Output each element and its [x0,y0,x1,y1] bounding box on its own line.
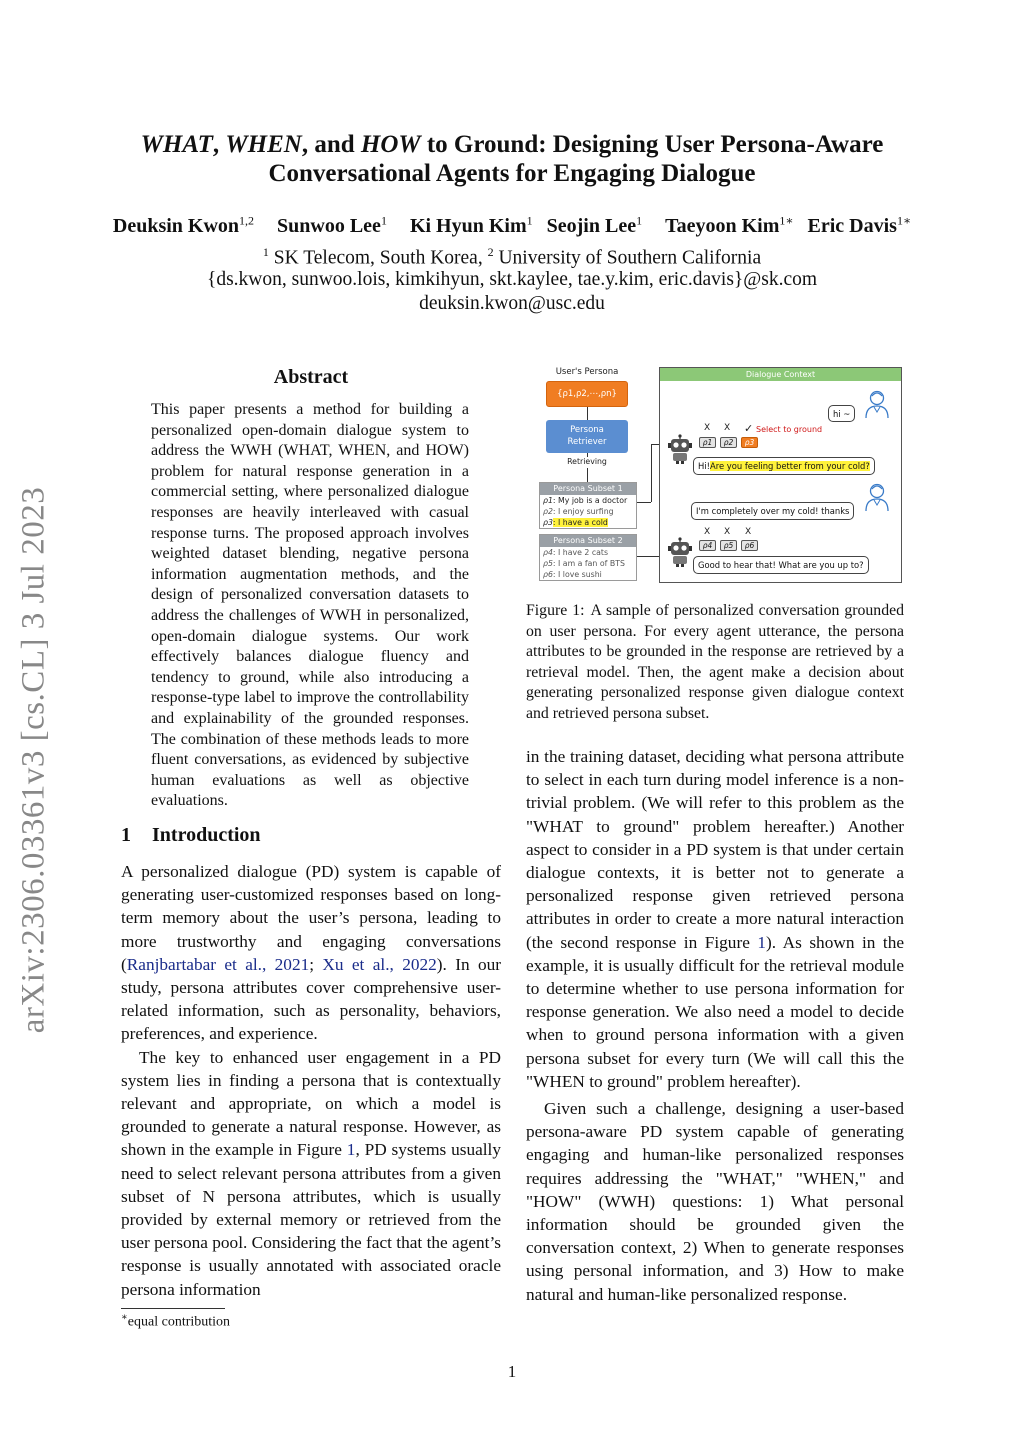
affiliations [100,245,924,270]
abstract-heading: Abstract [273,366,349,388]
persona-chip: ρ6 [741,540,758,551]
intro-left-column [121,860,501,1301]
affil-usc: University of Southern California [493,247,762,269]
author-list [80,213,944,238]
author-name: Ki Hyun Kim [409,214,527,237]
persona-symbol: ρ3 [543,518,553,527]
persona-item [540,517,636,528]
intro-paragraph-4: Given such a challenge, designing a user-based persona-aware PD system capable of generating engaging and human-like personalized responses requires addressing the "WHAT," "WHEN," and "HOW" (WWH) questions: 1) What personal information should be grounded given the conversation context, 2) When to generate responses using personal information, and 3) How to make natural and human-like personalized response. [526,1099,904,1304]
title-how: HOW [360,131,421,158]
persona-chip: ρ2 [720,437,737,448]
persona-text: : I have 2 cats [552,548,609,557]
persona-subset-2 [539,534,637,581]
caption-text: A sample of personalized conversation grounded on user persona. For every agent utterance, the persona attributes to be grounded in the response are retrieved by a retrieval model. Then, the agent make a decision about generating personalized response given dialogue context and retrieved persona subset. [526,602,905,722]
author-affil-mark: 1 [636,213,643,227]
reject-mark: X [704,527,711,537]
email-usc: deuksin.kwon@usc.edu [419,293,605,314]
persona-symbol: ρ4 [543,548,553,557]
persona-symbol: ρ5 [543,559,553,568]
caption-label: Figure 1: [526,602,585,619]
title-comma: , [212,131,226,158]
author-name: Sunwoo Lee [277,214,381,237]
figure-ref-link[interactable]: 1 [757,932,767,952]
affil-mark-2: 2 [487,245,494,259]
intro-paragraph-1 [121,860,501,1046]
text-run: ). As shown in the example, it is usually difficult for the retrieval module to determine whether to use persona information for response generation. We also need a model to decide when to ground persona information with a given persona subset for every turn (We will call this the "WHEN to ground" problem hereafter). [526,932,905,1091]
footnote-mark: ∗ [121,1312,128,1323]
agent-msg-text: Hi! [698,461,710,471]
connector [587,407,588,420]
author-affil-mark: 1∗ [896,213,912,227]
persona-symbol: ρ1 [543,496,553,505]
agent-msg-grounded-text: Are you feeling better from your cold? [709,461,870,471]
arxiv-id-text: arXiv:2306.03361v3 [cs.CL] 3 Jul 2023 [15,486,52,1034]
email-list: {ds.kwon, sunwoo.lois, kimkihyun, skt.kaylee, tae.y.kim, eric.davis}@sk.com [206,269,818,290]
author [410,215,533,237]
author [665,215,793,237]
section-heading-introduction [121,824,261,847]
affil-mark-1: 1 [262,245,269,259]
author-name: Deuksin Kwon [112,214,240,237]
subset-title: Persona Subset 2 [540,535,636,547]
reject-mark: X [724,423,731,433]
robot-agent-icon [667,537,693,567]
persona-set-box: {ρ1,ρ2,⋯,ρn} [546,381,628,407]
persona-text-highlighted: : I have a cold [552,518,608,527]
author-name: Seojin Lee [546,214,637,237]
connector [637,502,651,503]
user-message-bubble: hi ~ [828,405,855,422]
affil-sk-telecom: SK Telecom, South Korea, [268,247,488,269]
persona-text: : I enjoy surfing [552,507,614,516]
intro-right-column [526,745,904,1306]
author [113,215,254,237]
intro-paragraph-2 [121,1046,501,1301]
retriever-label-2: Retriever [567,437,607,447]
persona-item [540,558,636,569]
arrow-down [587,468,588,482]
check-mark: ✓ [744,422,754,435]
persona-retriever-box [546,420,628,453]
retriever-label-1: Persona [570,425,604,435]
persona-chip: ρ5 [720,540,737,551]
user-avatar-icon [864,482,890,512]
section-number: 1 [121,824,131,846]
citation-link[interactable]: Ranjbartabar et al., 2021 [126,954,310,974]
page-number: 1 [507,1362,517,1381]
title-line-2: Conversational Agents for Engaging Dialogue [268,160,756,187]
text-run: ). In our study, persona attributes cover comprehensive user-related information, such as personality, behaviors, preferences, and experience. [121,954,501,1044]
persona-item [540,569,636,580]
persona-chip: ρ4 [699,540,716,551]
text-run: The key to enhanced user engagement in a PD system lies in finding a persona that is contextually relevant and appropriate, on which a model is grounded to generate a natural response. However, as shown in the example in Figure [121,1047,501,1160]
text-run: A personalized dialogue (PD) system is capable of generating user-customized responses based on long-term memory about the user’s persona, leading to more trustworthy and engaging conversations ( [121,862,501,974]
footnote-text: equal contribution [127,1314,231,1330]
title-line-1 [100,130,924,159]
author-affil-mark: 1 [526,213,533,227]
persona-chip-selected: ρ3 [741,437,758,448]
reject-mark: X [745,527,752,537]
footnote-rule [121,1308,225,1309]
author-affil-mark: 1,2 [239,213,255,227]
title-when: WHEN [225,131,302,158]
persona-text: : I love sushi [552,570,602,579]
author [808,215,912,237]
text-run: in the training dataset, deciding what persona attribute to select in each turn during model inference is a non-trivial problem. (We will refer to this problem as the "WHAT to ground" problem hereafter.) Another aspect to consider in a PD system is that under certain dialogue contexts, it is better not to generate a personalized response given retrieved persona attributes in order to create a more natural interaction (the second response in Figure [526,747,904,952]
connector [651,444,652,502]
persona-symbol: ρ6 [543,570,553,579]
reject-mark: X [724,527,731,537]
section-title: Introduction [152,824,261,846]
figure-ref-link[interactable]: 1 [346,1140,356,1160]
dialogue-context-title: Dialogue Context [660,368,901,381]
persona-item [540,506,636,517]
reject-mark: X [704,423,711,433]
author [277,215,387,237]
users-persona-label: User's Persona [555,367,619,377]
author-affil-mark: 1∗ [779,213,794,227]
author-name: Eric Davis [807,214,897,237]
persona-item [540,495,636,506]
select-to-ground-label: Select to ground [756,425,823,434]
title-and: , and [301,131,361,158]
title-rest: to Ground: Designing User Persona-Aware [420,131,884,158]
paper-title [100,130,924,188]
persona-item [540,547,636,558]
agent-message-bubble: Good to hear that! What are you up to? [693,556,869,574]
intro-paragraph-3 [526,745,904,1093]
robot-agent-icon [667,434,693,464]
arxiv-identifier [14,470,54,1050]
abstract-text: This paper presents a method for building a personalized open-domain dialogue system to address the WWH (WHAT, WHEN, and HOW) problem for natural response generation in a commercial setting, where personalized dialogue responses are heavily interleaved with casual response turns. The proposed approach involves weighted dataset blending, negative persona information augmentation methods, and the design of personalized conversation datasets to address the challenges of WWH in personalized, open-domain dialogue systems. Our work effectively balances dialogue fluency and tendency to ground, while also introducing a response-type label to improve the controllability and explainability of the grounded responses. The combination of these methods leads to more fluent conversations, as evidenced by subjective human evaluations as well as objective evaluations. [151,401,469,810]
text-run: , PD systems usually need to select relevant persona attributes from a given subset of N persona attributes, which is usually provided by external memory or retrieved from the user persona pool. Considering the fact that the agent’s response is usually annotated with associated oracle persona information [121,1140,502,1299]
title-what: WHAT [140,131,213,158]
author [547,215,642,237]
persona-text: : My job is a doctor [552,496,628,505]
subset-title: Persona Subset 1 [540,483,636,495]
text-run: ; [309,954,323,974]
user-message-bubble: I'm completely over my cold! thanks [691,502,854,520]
author-name: Taeyoon Kim [665,214,780,237]
persona-text: : I am a fan of BTS [552,559,625,568]
author-affil-mark: 1 [380,213,387,227]
retrieving-label: Retrieving [567,457,607,466]
persona-symbol: ρ2 [543,507,553,516]
figure-1-caption [526,601,904,725]
figure-1 [526,366,904,584]
citation-link[interactable]: Xu et al., 2022 [322,954,437,974]
persona-subset-1 [539,482,637,529]
user-avatar-icon [864,389,890,419]
connector [637,556,661,557]
persona-chip: ρ1 [699,437,716,448]
footnote [121,1312,230,1331]
agent-message-bubble [693,457,875,475]
